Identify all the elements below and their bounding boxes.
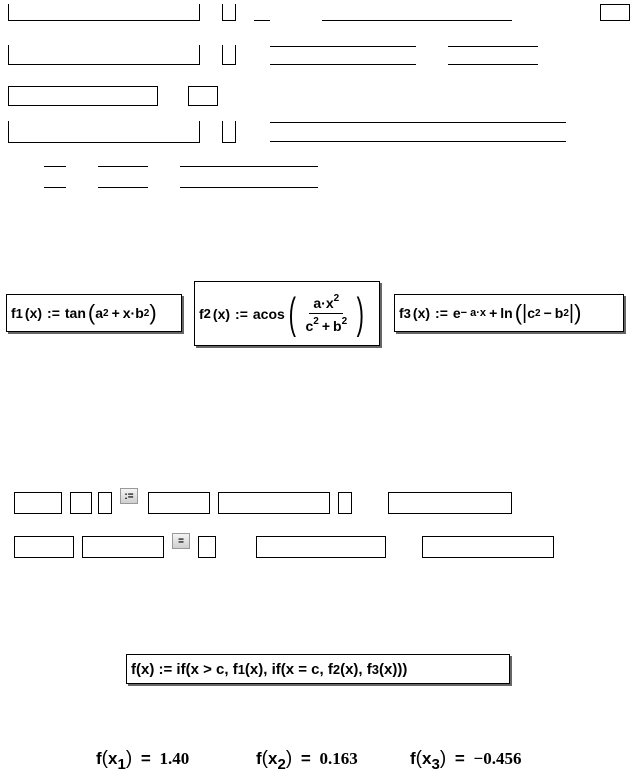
result-value: 1.40 bbox=[159, 749, 190, 768]
f3-b: b bbox=[554, 305, 564, 321]
result-sub: 3 bbox=[431, 756, 440, 773]
f3-sub: 3 bbox=[403, 305, 411, 321]
f-sub-3: 3 bbox=[371, 661, 379, 677]
result-f-x3 bbox=[410, 748, 521, 773]
f3-assign: := bbox=[435, 305, 448, 321]
assign-symbol: := bbox=[124, 490, 134, 502]
f1-b-exp: 2 bbox=[143, 307, 150, 319]
left-paren-icon: ( bbox=[288, 288, 296, 338]
assign-icon[interactable] bbox=[120, 488, 138, 504]
f2-den-plus: + bbox=[321, 318, 330, 334]
right-paren-icon: ) bbox=[439, 748, 447, 769]
right-paren-icon: ) bbox=[125, 748, 133, 769]
f3-c-exp: 2 bbox=[535, 307, 541, 319]
f1-a-exp: 2 bbox=[103, 307, 109, 319]
result-sub: 2 bbox=[277, 756, 286, 773]
f3-arg: (x) bbox=[412, 305, 431, 321]
right-paren-icon: ) bbox=[149, 300, 157, 325]
f1-b: b bbox=[135, 305, 144, 321]
result-x: x bbox=[268, 749, 278, 768]
f2-num-exp: 2 bbox=[333, 293, 340, 304]
f-sub-1: 1 bbox=[237, 661, 245, 677]
f2-den-b-exp: 2 bbox=[341, 316, 348, 327]
left-paren-icon: ( bbox=[87, 300, 96, 325]
abs-bar-icon: | bbox=[522, 301, 528, 324]
f2-sub: 2 bbox=[203, 306, 211, 321]
evaluate-symbol: = bbox=[178, 535, 184, 547]
result-f-x1 bbox=[96, 748, 189, 773]
right-paren-icon: ) bbox=[285, 748, 293, 769]
f1-name: f bbox=[11, 305, 16, 321]
f2-den-c-exp: 2 bbox=[313, 316, 319, 327]
f1-dot: · bbox=[130, 305, 136, 321]
left-paren-icon: ( bbox=[514, 300, 523, 325]
f2-fraction bbox=[301, 293, 351, 334]
f2-func: acos bbox=[252, 305, 285, 322]
result-x: x bbox=[422, 749, 432, 768]
result-f-x2 bbox=[256, 748, 358, 773]
f1-assign: := bbox=[47, 305, 60, 321]
right-paren-icon: ) bbox=[574, 300, 582, 325]
f1-plus: + bbox=[111, 305, 120, 321]
result-f: f bbox=[96, 749, 102, 768]
formula-f1[interactable] bbox=[6, 294, 182, 332]
result-eq: = bbox=[300, 749, 311, 768]
f-text-3: (x), f bbox=[340, 660, 372, 678]
formula-f2[interactable] bbox=[194, 281, 380, 346]
left-paren-icon: ( bbox=[415, 748, 422, 769]
formula-f-piecewise[interactable] bbox=[126, 654, 510, 684]
f1-sub: 1 bbox=[15, 305, 23, 321]
right-paren-icon: ) bbox=[356, 288, 365, 338]
f3-c: c bbox=[527, 305, 536, 321]
result-sub: 1 bbox=[117, 756, 126, 773]
result-value: −0.456 bbox=[473, 749, 522, 768]
result-f: f bbox=[256, 749, 262, 768]
result-value: 0.163 bbox=[319, 749, 358, 768]
abs-bar-icon: | bbox=[568, 301, 575, 324]
f2-den-b: b bbox=[333, 318, 342, 334]
left-paren-icon: ( bbox=[101, 748, 108, 769]
f1-a: a bbox=[95, 305, 103, 321]
f3-func: ln bbox=[500, 305, 513, 321]
result-eq: = bbox=[140, 749, 151, 768]
f-sub-2: 2 bbox=[332, 661, 341, 677]
f2-assign: := bbox=[235, 305, 248, 322]
f3-base: e bbox=[452, 305, 461, 321]
formula-f3[interactable] bbox=[394, 294, 624, 332]
f1-arg: (x) bbox=[24, 305, 43, 321]
f2-name: f bbox=[199, 305, 204, 322]
evaluate-icon[interactable] bbox=[172, 533, 190, 549]
f3-exp: − a·x bbox=[460, 307, 487, 319]
f3-b-exp: 2 bbox=[563, 307, 569, 319]
left-paren-icon: ( bbox=[261, 748, 268, 769]
result-eq: = bbox=[454, 749, 465, 768]
result-f: f bbox=[410, 749, 416, 768]
result-x: x bbox=[108, 749, 118, 768]
f2-numerator: a·x bbox=[313, 295, 334, 311]
f-text-4: (x))) bbox=[379, 660, 408, 678]
f-text-1: f(x) := if(x > c, f bbox=[131, 660, 238, 678]
f2-arg: (x) bbox=[212, 305, 231, 322]
f1-func: tan bbox=[64, 305, 86, 321]
f1-x: x bbox=[122, 305, 131, 321]
f3-plus: + bbox=[489, 305, 498, 321]
f3-minus: − bbox=[543, 305, 552, 321]
f-text-2: (x), if(x = c, f bbox=[244, 660, 333, 678]
f3-name: f bbox=[399, 305, 404, 321]
f2-den-c: c bbox=[305, 318, 314, 334]
